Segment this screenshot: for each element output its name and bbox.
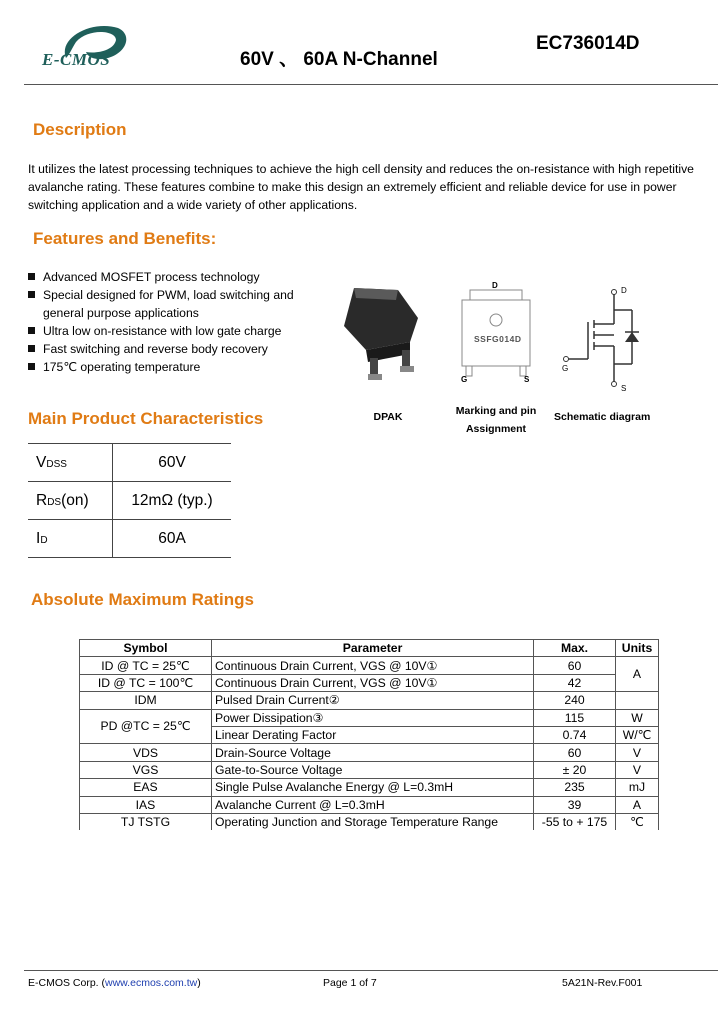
marking-pin-s: S <box>524 375 530 384</box>
feature-item: Advanced MOSFET process technology <box>28 268 328 286</box>
bullet-icon <box>28 273 35 280</box>
description-line: It utilizes the latest processing techniques to achieve the high cell density and reduces the on-resistance with high repetitive <box>28 162 694 176</box>
feature-item: Ultra low on-resistance with low gate charge <box>28 322 328 340</box>
bullet-icon <box>28 345 35 352</box>
main-characteristics-table <box>28 443 231 558</box>
main-characteristics-heading: Main Product Characteristics <box>28 409 264 428</box>
page-title: 60V 、 60A N-Channel <box>240 49 438 70</box>
footer-revision: 5A21N-Rev.F001 <box>562 977 643 989</box>
marking-pin-g: G <box>461 375 468 384</box>
description-line: switching application and a wide variety of other applications. <box>28 198 358 212</box>
ratings-table <box>79 639 659 830</box>
table-row: ID @ TC = 100℃ Continuous Drain Current, VGS @ 10V① 42 <box>80 674 659 691</box>
footer-company: E-CMOS Corp. (www.ecmos.com.tw) <box>28 977 201 989</box>
logo-text: E-CMOS <box>42 50 111 69</box>
table-row: ID @ TC = 25℃ Continuous Drain Current, VGS @ 10V① 60 A <box>80 657 659 674</box>
schematic-pin-s: S <box>621 384 627 393</box>
features-list <box>28 268 328 376</box>
table-row: VDS Drain-Source Voltage 60 V <box>80 744 659 761</box>
marking-pin-d: D <box>492 281 498 290</box>
table-header-row: Symbol Parameter Max. Units <box>80 640 659 657</box>
features-heading: Features and Benefits: <box>33 229 217 248</box>
description-line: avalanche rating. These features combine to make this design an extremely efficient and reliable device for use in power <box>28 180 677 194</box>
schematic-pin-d: D <box>621 286 627 295</box>
table-row: IDM Pulsed Drain Current② 240 <box>80 692 659 709</box>
header-divider <box>24 84 718 85</box>
footer-page-number: Page 1 of 7 <box>323 977 377 989</box>
table-row: PD @TC = 25℃ Power Dissipation③ 115 W <box>80 709 659 726</box>
table-row: VDSS 60V <box>28 444 231 482</box>
dpak-caption: DPAK <box>373 411 403 423</box>
bullet-icon <box>28 363 35 370</box>
feature-item-continuation: general purpose applications <box>43 306 199 320</box>
table-row: EAS Single Pulse Avalanche Energy @ L=0.3mH 235 mJ <box>80 779 659 796</box>
marking-text: SSFG014D <box>474 334 522 344</box>
table-row: VGS Gate-to-Source Voltage ± 20 V <box>80 761 659 778</box>
schematic-diagram <box>556 284 656 394</box>
part-number: EC736014D <box>536 33 640 54</box>
feature-item: Fast switching and reverse body recovery <box>28 340 328 358</box>
ratings-heading: Absolute Maximum Ratings <box>31 590 254 609</box>
feature-item: Special designed for PWM, load switching and <box>28 286 328 304</box>
bullet-icon <box>28 291 35 298</box>
footer-website-link[interactable]: www.ecmos.com.tw <box>105 977 198 989</box>
footer-divider <box>24 970 718 971</box>
table-row: TJ TSTG Operating Junction and Storage Temperature Range -55 to + 175 ℃ <box>80 813 659 830</box>
bullet-icon <box>28 327 35 334</box>
marking-caption: Marking and pin Assignment <box>455 405 537 435</box>
dpak-package-image <box>326 280 426 390</box>
schematic-caption: Schematic diagram <box>554 411 651 423</box>
description-text <box>28 160 700 214</box>
table-row: ID 60A <box>28 520 231 558</box>
table-row: RDS(on) 12mΩ (typ.) <box>28 482 231 520</box>
table-row: IAS Avalanche Current @ L=0.3mH 39 A <box>80 796 659 813</box>
schematic-pin-g: G <box>562 364 569 373</box>
feature-item: 175℃ operating temperature <box>28 358 328 376</box>
description-heading: Description <box>33 120 127 139</box>
table-row: Linear Derating Factor 0.74 W/℃ <box>80 726 659 743</box>
